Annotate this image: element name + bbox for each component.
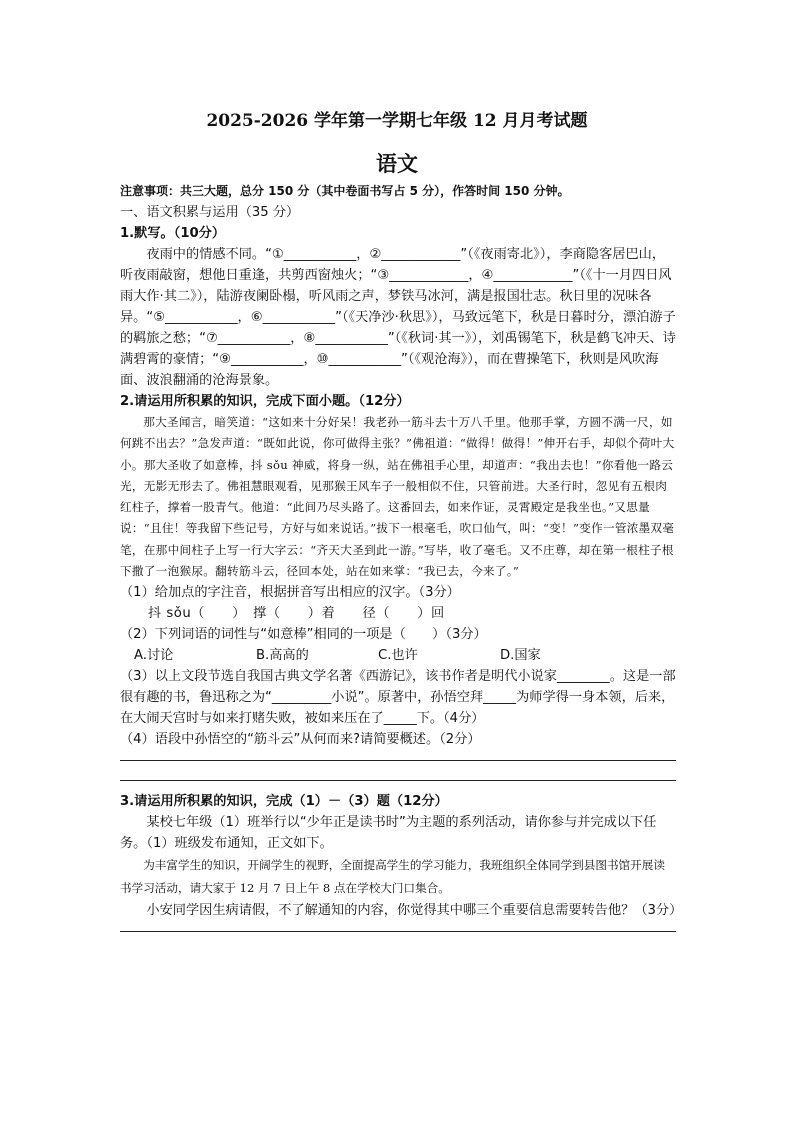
- section1-heading: 一、语文积累与运用（35 分）: [120, 205, 300, 220]
- q1-heading: 1.默写。（10分）: [120, 226, 226, 241]
- q3-memo: 为丰富学生的知识，开阔学生的视野，全面提高学生的学习能力，我班组织全体同学到县图书馆开展读书学习活动，请大家于 12 月 7 日上午 8 点在学校大门口集合。: [120, 858, 665, 896]
- q2-passage: 那大圣闻言，暗笑道：“这如来十分好呆！我老孙一筋斗去十万八千里。他那手掌，方圆不满一尺，如何跳不出去？”急发声道：“既如此说，你可做得主张？”佛祖道：“做得！做得！”伸开右手，却似个荷叶大小。那大圣收了如意棒，抖 sǒu 神威，将身一纵，站在佛祖手心里，却道声：“我出去也！”你看他一路云光，无影无形去了。佛祖慧眼观看，见那猴王风车子一般相似不住，只管前进。大圣行时，忽见有五根肉红柱子，撑着一股青气。他道：“此间乃尽头路了。这番回去，如来作证，灵霄殿定是我坐也。”又思量说：“且住！等我留下些记号，方好与如来说话。”拔下一根毫毛，吹口仙气，叫：“变！”变作一管浓墨双毫笔，在那中间柱子上写一行大字云：“齐天大圣到此一游。”写毕，收了毫毛。又不庄尊，却在第一根柱子根下撒了一泡猴尿。翻转筋斗云，径回本处，站在如来掌：“我已去，今来了。”: [120, 415, 675, 579]
- q2-options: [120, 645, 676, 666]
- q3-intro: 某校七年级（1）班举行以“少年正是读书时”为主题的系列活动，请你参与并完成以下任务。（1）班级发布通知，正文如下。: [120, 815, 657, 852]
- answer-line: [120, 931, 676, 932]
- exam-content: [120, 181, 683, 932]
- q2-heading: 2.请运用所积累的知识，完成下面小题。（12分）: [120, 394, 410, 409]
- exam-notice: 注意事项：共三大题，总分 150 分（其中卷面书写占 5 分），作答时间 150 分钟。: [120, 184, 570, 198]
- q1-body: 夜雨中的情感不同。“①___________，②____________”（《夜雨寄北》），李商隐客居巴山，听夜雨敲窗，想他日重逢，共剪西窗烛火；“③____________，④____________”（《十一月四日风雨大作·其二》），陆游夜阑卧榻，听风雨之声，梦铁马冰河，满是报国壮志。秋日里的况味各异。“⑤___________，⑥___________”（《天净沙·秋思》），马致远笔下，秋是日暮时分，漂泊游子的羁旅之愁；“⑦___________，⑧___________”（《秋词·其一》），刘禹锡笔下，秋是鹤飞冲天、诗满碧霄的豪情；“⑨___________，⑩___________”（《观沧海》），而在曹操笔下，秋则是风吹海面、波浪翻涌的沧海景象。: [120, 247, 676, 388]
- option-d: D.国家: [500, 648, 541, 664]
- q3-heading: 3.请运用所积累的知识，完成（1）－（3）题（12分）: [120, 794, 448, 810]
- exam-title: 2025-2026 学年第一学期七年级 12 月月考试题: [206, 111, 588, 131]
- option-c: C.也许: [378, 648, 418, 664]
- subject-title: 语文: [376, 151, 418, 176]
- option-b: B.高高的: [256, 648, 309, 664]
- q2-sub1-items: 抖 sǒu（ ） 撑（ ）着 径（ ）回: [148, 606, 445, 622]
- q2-sub3: （3）以上文段节选自我国古典文学名著《西游记》，该书作者是明代小说家________。这是一部很有趣的书，鲁迅称之为“_________小说”。原著中，孙悟空拜_____为师学得一身本领，后来，在大闹天宫时与如来打赌失败，被如来压在了_____下。（4分）: [120, 669, 676, 727]
- option-a: A.讨论: [134, 648, 174, 664]
- q3-question: 小安同学因生病请假，不了解通知的内容，你觉得其中哪三个重要信息需要转告他？（3分）: [146, 903, 683, 919]
- q2-sub4: （4）语段中孙悟空的“筋斗云”从何而来?请简要概述。（2分）: [120, 732, 481, 748]
- q2-sub1: （1）给加点的字注音，根据拼音写出相应的汉字。（3分）: [120, 585, 460, 601]
- q2-sub2: （2）下列词语的词性与“如意棒”相同的一项是（ ）（3分）: [120, 627, 487, 643]
